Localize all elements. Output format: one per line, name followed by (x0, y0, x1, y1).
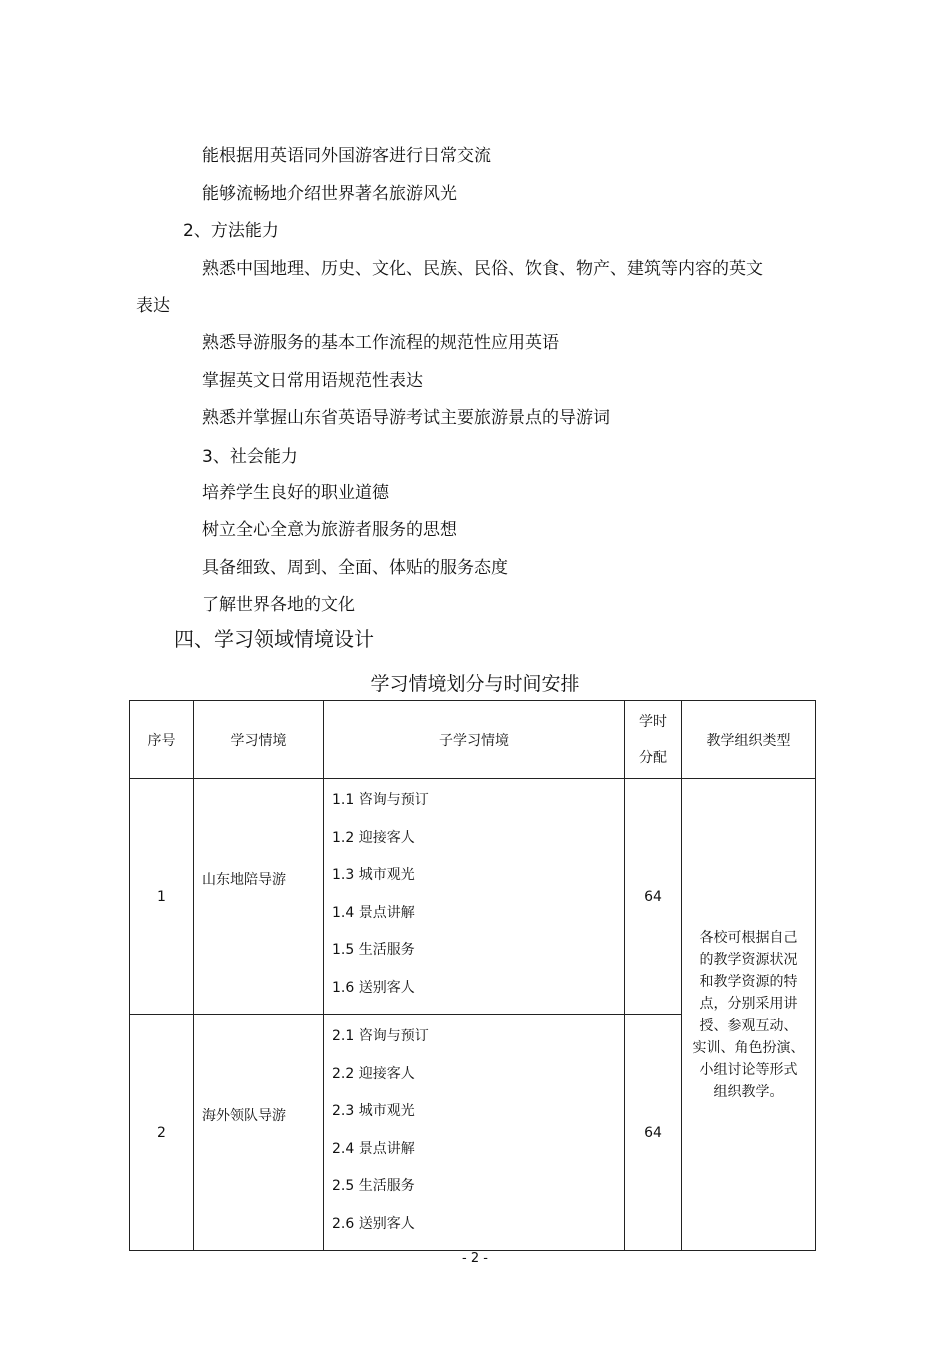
sub-situation-item: 1.2 迎接客人 (332, 829, 415, 846)
header-situation: 学习情境 (194, 701, 324, 779)
row-seq: 1 (130, 779, 194, 1015)
org-type-line: 点，分别采用讲 (699, 995, 798, 1012)
row-hours: 64 (625, 1015, 682, 1251)
subheading: 3、社会能力 (202, 447, 298, 467)
sub-situation-item: 2.1 咨询与预订 (332, 1028, 429, 1044)
sub-situation-item: 1.6 送别客人 (332, 979, 415, 996)
org-type-line: 小组讨论等形式 (699, 1061, 798, 1078)
row-hours: 64 (625, 779, 682, 1015)
org-type-line: 各校可根据自己 (699, 929, 798, 946)
paragraph-line: 能够流畅地介绍世界著名旅游风光 (202, 184, 457, 204)
header-org-type: 教学组织类型 (682, 701, 816, 779)
org-type-cell (682, 779, 816, 1251)
sub-situation-item: 1.5 生活服务 (332, 942, 415, 958)
paragraph-line: 树立全心全意为旅游者服务的思想 (202, 520, 457, 540)
paragraph-line: 熟悉并掌握山东省英语导游考试主要旅游景点的导游词 (202, 408, 610, 428)
sub-situation-item: 1.1 咨询与预订 (332, 792, 429, 808)
row-situation (194, 779, 324, 1015)
row-sub-situations (324, 779, 625, 1015)
table-title: 学习情境划分与时间安排 (370, 673, 580, 695)
paragraph-line: 具备细致、周到、全面、体贴的服务态度 (202, 558, 508, 578)
sub-situation-item: 1.3 城市观光 (332, 867, 415, 883)
header-hours-line1: 学时 (639, 713, 667, 730)
table-header-row (130, 701, 816, 779)
paragraph-line: 表达 (136, 296, 170, 316)
row-seq: 2 (130, 1015, 194, 1251)
row-situation (194, 1015, 324, 1251)
sub-situation-item: 2.6 送别客人 (332, 1215, 415, 1232)
paragraph-line: 培养学生良好的职业道德 (202, 483, 389, 503)
sub-situation-item: 2.4 景点讲解 (332, 1140, 415, 1157)
paragraph-line: 能根据用英语同外国游客进行日常交流 (202, 146, 491, 166)
page-number: - 2 - (462, 1251, 488, 1266)
row-sub-situations (324, 1015, 625, 1251)
schedule-table (129, 700, 816, 1251)
org-type-line: 组织教学。 (713, 1083, 784, 1100)
org-type-line: 的教学资源状况 (699, 951, 798, 968)
row-situation-text: 海外领队导游 (202, 1107, 286, 1124)
header-hours-line2: 分配 (639, 749, 667, 766)
paragraph-line: 熟悉中国地理、历史、文化、民族、民俗、饮食、物产、建筑等内容的英文 (202, 259, 763, 279)
table-row (130, 779, 816, 1015)
header-seq: 序号 (130, 701, 194, 779)
header-sub-situation: 子学习情境 (324, 701, 625, 779)
row-situation-text: 山东地陪导游 (202, 871, 286, 888)
org-type-line: 和教学资源的特 (699, 973, 798, 990)
paragraph-line: 了解世界各地的文化 (202, 595, 355, 615)
org-type-line: 授、参观互动、 (699, 1017, 798, 1034)
section-heading: 四、学习领域情境设计 (174, 627, 374, 651)
org-type-line: 实训、角色扮演、 (692, 1039, 805, 1056)
subheading: 2、方法能力 (183, 221, 279, 241)
sub-situation-item: 2.5 生活服务 (332, 1178, 415, 1194)
paragraph-line: 熟悉导游服务的基本工作流程的规范性应用英语 (202, 333, 559, 353)
sub-situation-item: 2.2 迎接客人 (332, 1065, 415, 1082)
sub-situation-item: 1.4 景点讲解 (332, 904, 415, 921)
sub-situation-item: 2.3 城市观光 (332, 1103, 415, 1119)
paragraph-line: 掌握英文日常用语规范性表达 (202, 371, 423, 391)
header-hours (625, 701, 682, 779)
